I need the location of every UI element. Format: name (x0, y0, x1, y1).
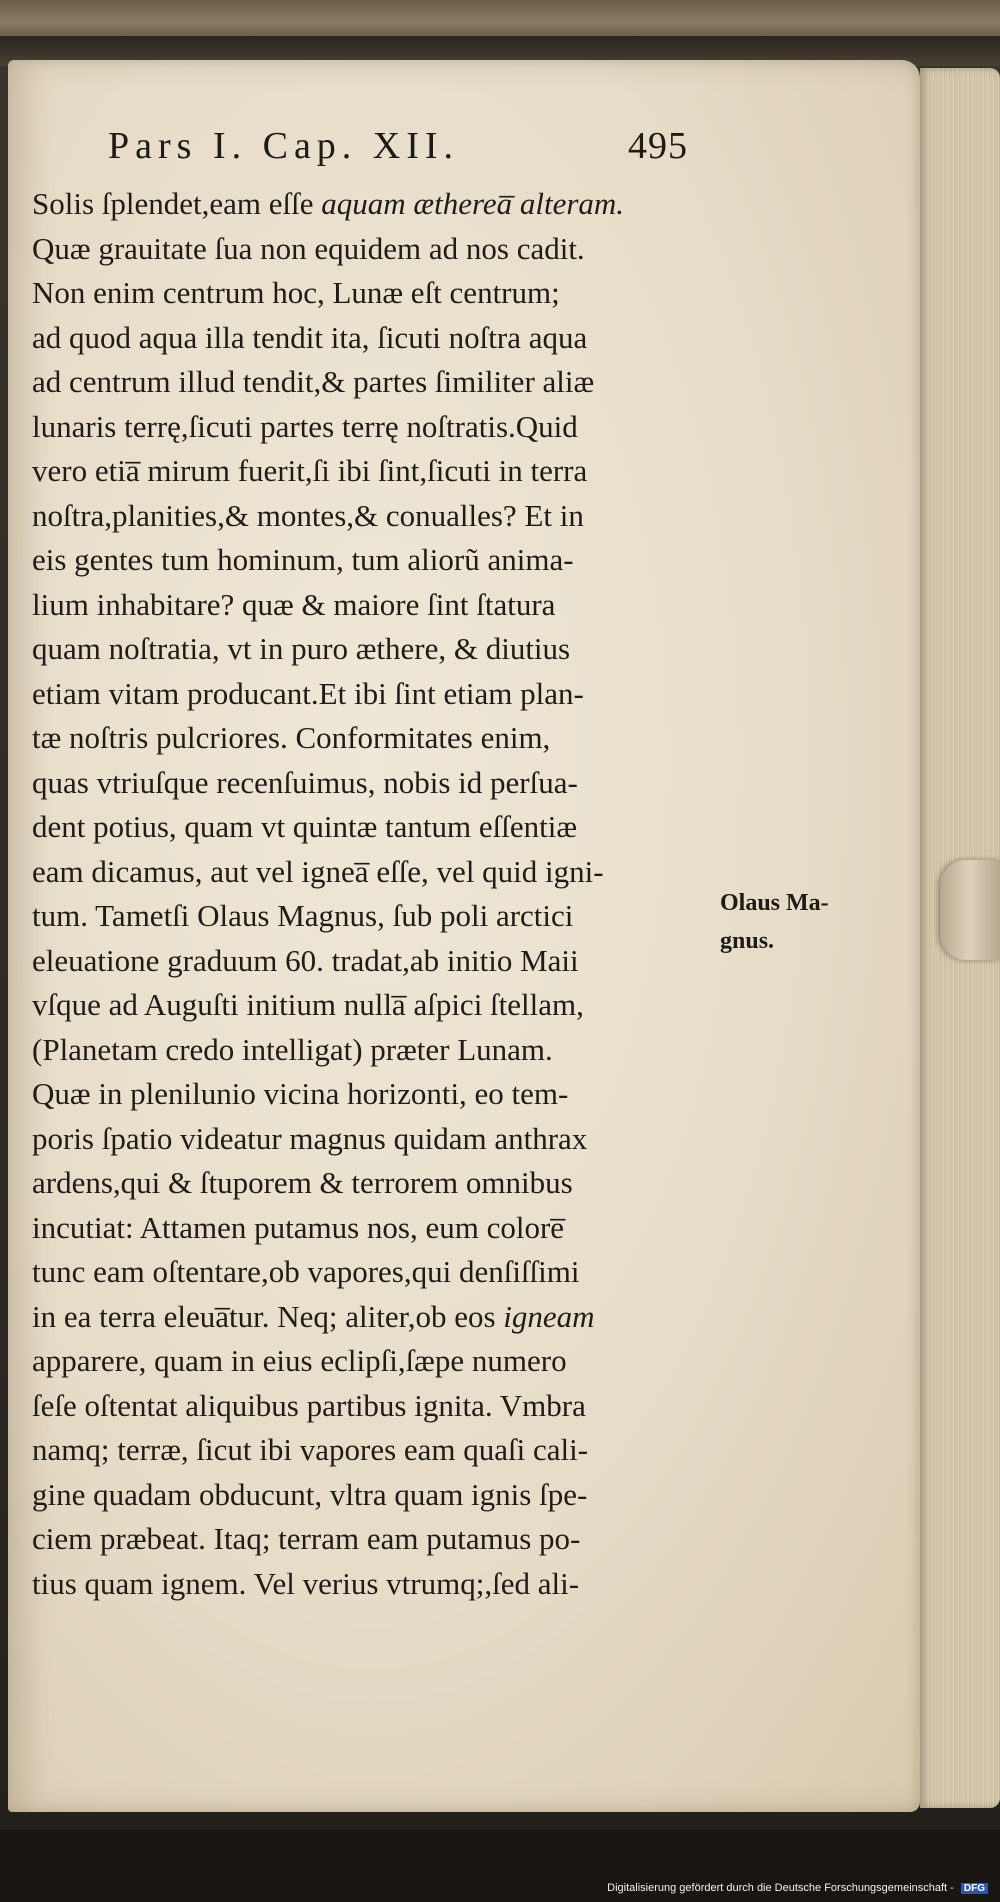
text-line-roman: in ea terra eleua̅tur. Neq; aliter,ob eos (32, 1298, 504, 1334)
page-number: 495 (628, 125, 688, 167)
text-line-italic: igneam (503, 1298, 595, 1334)
running-header (108, 124, 708, 168)
text-line (32, 182, 732, 227)
text-line (32, 716, 732, 761)
text-line-roman: ad quod aqua illa tendit ita, ſicuti noſtra aqua (32, 319, 588, 355)
text-line-roman: apparere, quam in eius eclipſi,ſæpe numero (32, 1343, 567, 1378)
text-line (32, 360, 732, 405)
text-line (32, 1428, 732, 1473)
text-line-roman: etiam vitam producant.Et ibi ſint etiam plan- (32, 675, 584, 711)
text-line-roman: quam noſtratia, vt in puro æthere, & diutius (32, 631, 571, 666)
text-line-roman: ſeſe oſtentat aliquibus partibus ignita. Vmbra (32, 1387, 586, 1423)
text-line (32, 405, 732, 450)
text-line (32, 494, 732, 539)
text-line-italic: aquam ætherea̅ alteram. (321, 186, 625, 221)
text-line-roman: tius quam ignem. Vel verius vtrumq;,ſed ali- (32, 1565, 580, 1601)
digitization-credit (607, 1882, 988, 1894)
text-line-roman: dent potius, quam vt quintæ tantum eſſentiæ (32, 809, 578, 844)
credit-text: Digitalisierung gefördert durch die Deutsche Forschungsgemeinschaft - (607, 1882, 954, 1894)
body-text (32, 182, 732, 1606)
text-line (32, 1117, 732, 1162)
text-line-roman: lunaris terrę,ſicuti partes terrę noſtratis.Quid (32, 408, 578, 444)
marginal-note (720, 884, 829, 960)
text-line-roman: Non enim centrum hoc, Lunæ eſt centrum; (32, 275, 560, 310)
text-line (32, 1250, 732, 1295)
text-line (32, 449, 732, 494)
text-line (32, 1206, 732, 1251)
text-line-roman: lium inhabitare? quæ & maiore ſint ſtatura (32, 586, 556, 622)
text-line-roman: (Planetam credo intelligat) præter Lunam. (32, 1031, 553, 1067)
text-line-roman: gine quadam obducunt, vltra quam ignis ſpe- (32, 1476, 588, 1512)
text-line (32, 538, 732, 583)
text-line (32, 627, 732, 672)
text-line (32, 894, 732, 939)
text-line (32, 583, 732, 628)
text-line-roman: tunc eam oſtentare,ob vapores,qui denſiſſimi (32, 1254, 580, 1289)
text-line (32, 672, 732, 717)
text-line-roman: vſque ad Auguſti initium nulla̅ aſpici ſtellam, (32, 987, 584, 1022)
text-line (32, 1028, 732, 1073)
text-line (32, 1562, 732, 1607)
text-line-roman: quas vtriuſque recenſuimus, nobis id perſua- (32, 764, 578, 800)
running-title: Pars I. Cap. XII. (108, 125, 460, 167)
text-line-roman: Quæ grauitate ſua non equidem ad nos cadit. (32, 230, 585, 266)
text-line-roman: Solis ſplendet,eam eſſe (32, 186, 322, 221)
text-line (32, 1339, 732, 1384)
text-line-roman: eis gentes tum hominum, tum aliorũ anima- (32, 542, 574, 577)
marginal-note-line: Olaus Ma- (720, 890, 829, 916)
marginal-note-line: gnus. (720, 928, 775, 954)
text-line-roman: ciem præbeat. Itaq; terram eam putamus po- (32, 1521, 581, 1556)
text-line (32, 983, 732, 1028)
text-line-roman: namq; terræ, ſicut ibi vapores eam quaſi cali- (32, 1432, 589, 1467)
text-line (32, 1384, 732, 1429)
text-line-roman: eam dicamus, aut vel ignea̅ eſſe, vel quid igni- (32, 853, 604, 889)
text-line-roman: incutiat: Attamen putamus nos, eum colore̅ (32, 1209, 565, 1245)
text-line (32, 805, 732, 850)
text-line (32, 939, 732, 984)
text-line-roman: ad centrum illud tendit,& partes ſimiliter aliæ (32, 364, 595, 399)
text-line (32, 1295, 732, 1340)
text-line (32, 316, 732, 361)
text-line (32, 227, 732, 272)
text-line (32, 1072, 732, 1117)
text-line-roman: Quæ in plenilunio vicina horizonti, eo tem- (32, 1076, 569, 1111)
text-line (32, 1517, 732, 1562)
text-line (32, 1473, 732, 1518)
text-line (32, 850, 732, 895)
text-line-roman: eleuatione graduum 60. tradat,ab initio Maii (32, 942, 579, 978)
text-line (32, 1161, 732, 1206)
dfg-logo: DFG (961, 1883, 988, 1894)
text-line-roman: noſtra,planities,& montes,& conualles? Et in (32, 497, 584, 533)
text-line-roman: tum. Tametſi Olaus Magnus, ſub poli arctici (32, 898, 574, 933)
text-line-roman: vero etia̅ mirum fuerit,ſi ibi ſint,ſicuti in terra (32, 453, 588, 488)
text-line (32, 271, 732, 316)
text-line-roman: ardens,qui & ſtuporem & terrorem omnibus (32, 1165, 573, 1200)
text-line (32, 761, 732, 806)
text-line-roman: tæ noſtris pulcriores. Conformitates enim, (32, 720, 551, 755)
page-edge-tab (940, 860, 1000, 960)
text-line-roman: poris ſpatio videatur magnus quidam anthrax (32, 1120, 588, 1156)
